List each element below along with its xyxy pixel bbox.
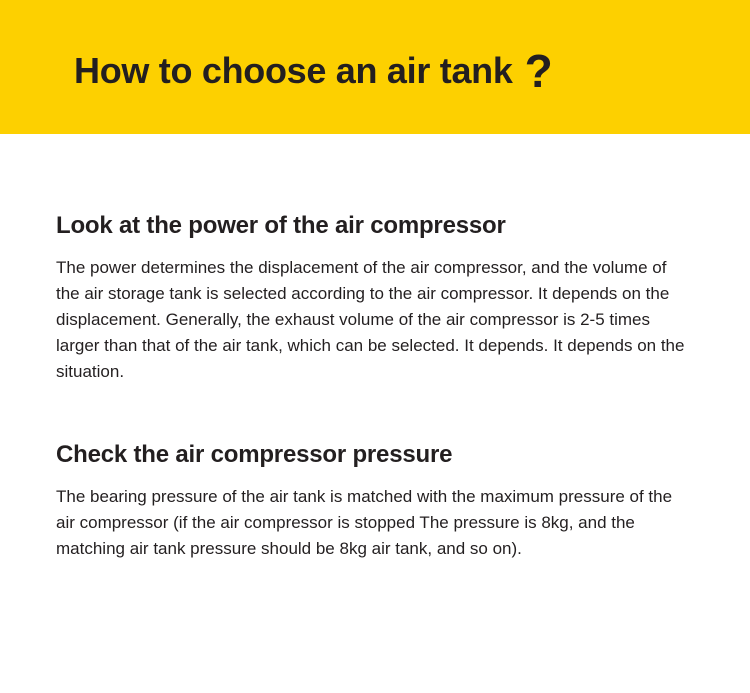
question-mark-glyph: ?: [524, 45, 553, 97]
page-title-text: How to choose an air tank: [74, 50, 513, 91]
section-pressure-body: The bearing pressure of the air tank is matched with the maximum pressure of the air compressor (if the air compressor is stopped The pressure is 8kg, and the matching air tank pressure should be 8kg air tank, and so on).: [56, 486, 673, 558]
section-pressure-heading: Check the air compressor pressure: [56, 440, 453, 468]
section-power-heading: Look at the power of the air compressor: [56, 212, 506, 239]
page-title: [74, 44, 553, 97]
section-pressure: [56, 385, 694, 562]
header-banner: [0, 0, 750, 134]
content-area: [0, 134, 750, 562]
section-power-body: The power determines the displacement of the air compressor, and the volume of the air storage tank is selected according to the air compressor. It depends on the displacement. Generally, the exhaust volume of the air compressor is 2-5 times larger than that of the air tank, which can be selected. It depends. It depends on the situation.: [56, 257, 685, 381]
section-power: [56, 134, 694, 385]
